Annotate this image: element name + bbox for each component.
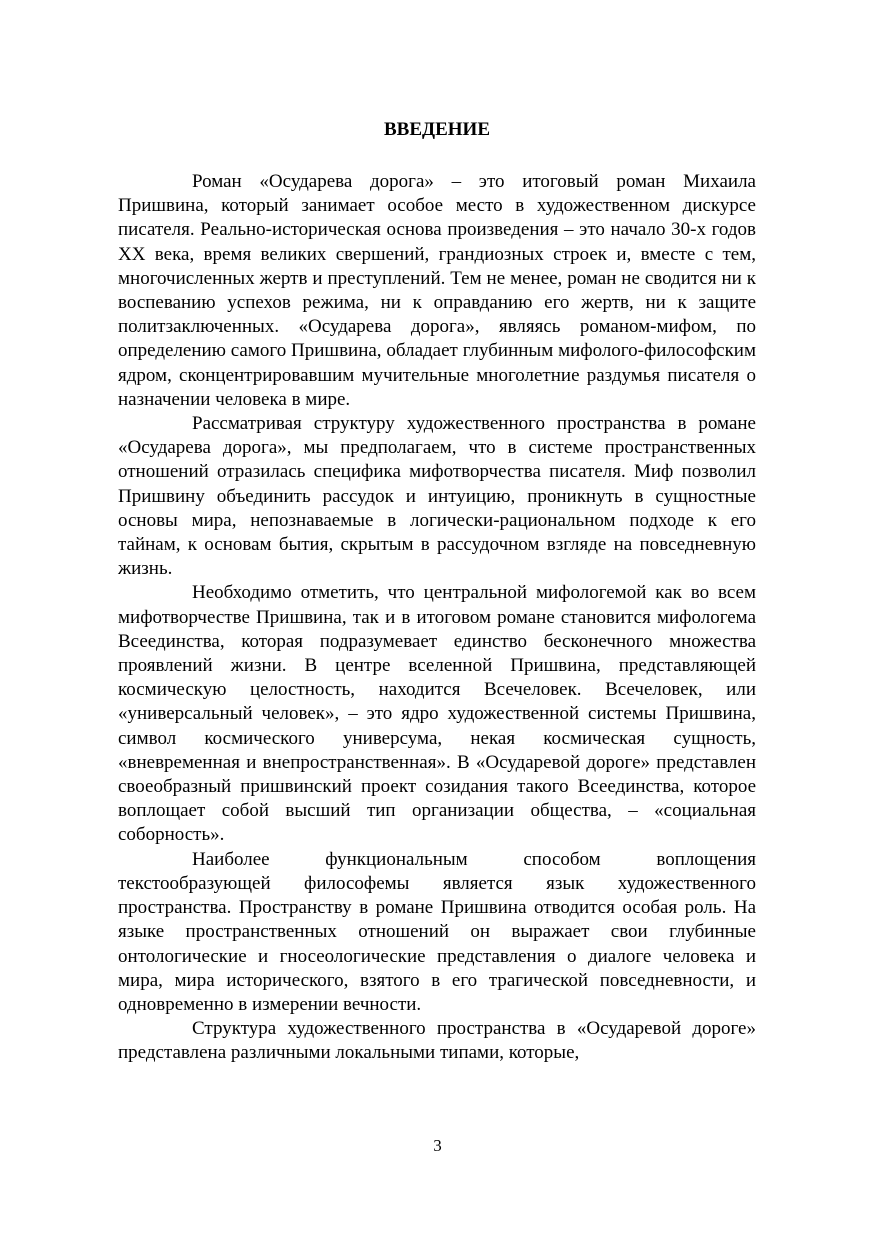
paragraph-5: Структура художественного пространства в «Осударевой дороге» представлена различными локальными типами, которые,	[118, 1018, 756, 1064]
paragraph-4: Наиболее функциональным способом воплощения текстообразующей философемы является язык художественного пространства. Пространству в романе Пришвина отводится особая роль. На языке пространственных отношений он выражает свои глубинные онтологические и гносеологические представления о диалоге человека и мира, мира исторического, взятого в его трагической повседневности, и одновременно в измерении вечности.	[118, 848, 756, 1015]
paragraph-3: Необходимо отметить, что центральной мифологемой как во всем мифотворчестве Пришвина, так и в итоговом романе становится мифологема Всеединства, которая подразумевает единство бесконечного множества проявлений жизни. В центре вселенной Пришвина, представляющей космическую целостность, находится Всечеловек. Всечеловек, или «универсальный человек», – это ядро художественной системы Пришвина, символ космического универсума, некая космическая сущность, «вневременная и внепространственная». В «Осударевой дороге» представлен своеобразный пришвинский проект созидания такого Всеединства, которое воплощает собой высший тип организации общества, – «социальная соборность».	[118, 582, 756, 846]
paragraph-2: Рассматривая структуру художественного пространства в романе «Осударева дорога», мы предполагаем, что в системе пространственных отношений отразилась специфика мифотворчества писателя. Миф позволил Пришвину объединить рассудок и интуицию, проникнуть в сущностные основы мира, непознаваемые в логически-рациональном подходе к его тайнам, к основам бытия, скрытым в рассудочном взгляде на повседневную жизнь.	[118, 413, 756, 580]
paragraph-1: Роман «Осударева дорога» – это итоговый роман Михаила Пришвина, который занимает особое место в художественном дискурсе писателя. Реально-историческая основа произведения – это начало 30-х годов XX века, время великих свершений, грандиозных строек и, вместе с тем, многочисленных жертв и преступлений. Тем не менее, роман не сводится ни к воспеванию успехов режима, ни к оправданию его жертв, ни к защите политзаключенных. «Осударева дорога», являясь романом-мифом, по определению самого Пришвина, обладает глубинным мифолого-философским ядром, сконцентрировавшим мучительные многолетние раздумья писателя о назначении человека в мире.	[118, 171, 756, 410]
page-number: 3	[433, 1136, 442, 1155]
document-page	[118, 118, 756, 1066]
page-title: ВВЕДЕНИЕ	[384, 119, 490, 140]
